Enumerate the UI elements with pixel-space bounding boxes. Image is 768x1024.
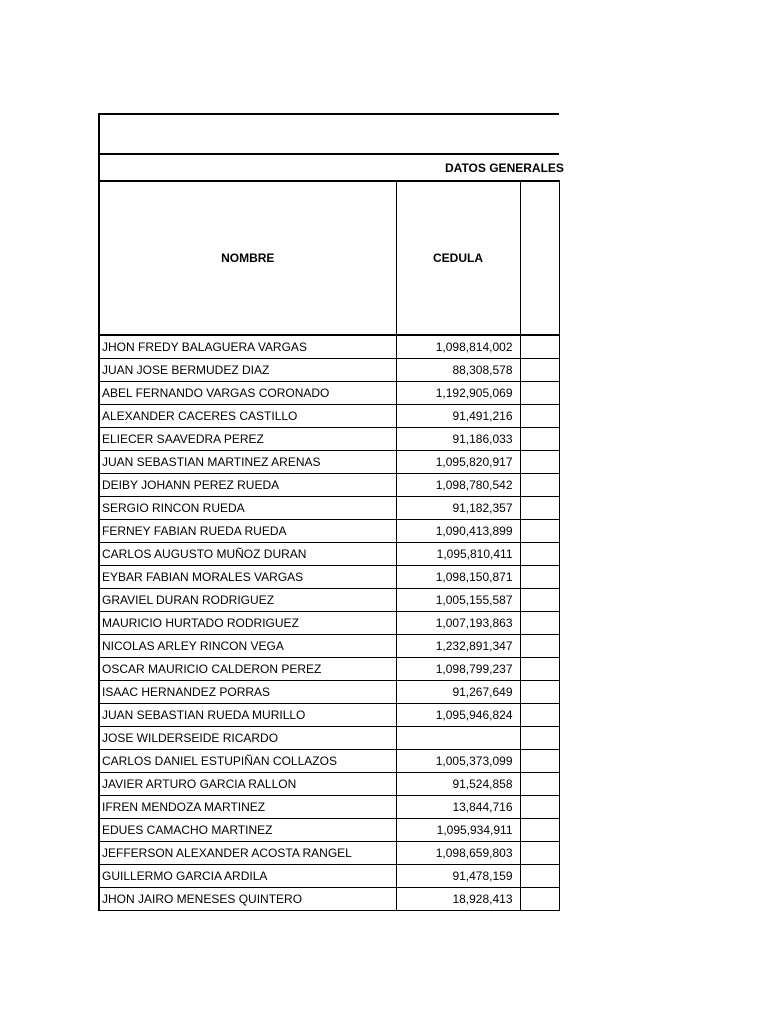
title-cell [99,114,559,154]
title-row [99,114,559,154]
table-row [99,566,559,589]
header-row [99,181,559,335]
table-row [99,681,559,704]
cell-cut-off [520,589,559,612]
cell-cedula: 1,232,891,347 [396,635,520,658]
cell-cedula: 1,192,905,069 [396,382,520,405]
cell-cedula: 1,098,780,542 [396,474,520,497]
header-nombre: NOMBRE [99,181,396,335]
cell-cut-off [520,405,559,428]
cell-cut-off [520,566,559,589]
cell-cedula: 91,182,357 [396,497,520,520]
cell-cedula: 18,928,413 [396,888,520,911]
cell-nombre: DEIBY JOHANN PEREZ RUEDA [99,474,396,497]
table-row [99,635,559,658]
cell-cut-off [520,612,559,635]
cell-nombre: ABEL FERNANDO VARGAS CORONADO [99,382,396,405]
table-row [99,773,559,796]
header-cedula: CEDULA [396,181,520,335]
cell-cut-off [520,543,559,566]
cell-nombre: EYBAR FABIAN MORALES VARGAS [99,566,396,589]
table-row [99,543,559,566]
cell-cedula: 1,095,820,917 [396,451,520,474]
cell-cut-off [520,382,559,405]
table-row [99,796,559,819]
cell-cedula: 1,005,155,587 [396,589,520,612]
cell-nombre: JUAN SEBASTIAN MARTINEZ ARENAS [99,451,396,474]
table-row [99,428,559,451]
cell-cut-off [520,704,559,727]
cell-nombre: OSCAR MAURICIO CALDERON PEREZ [99,658,396,681]
cell-nombre: JUAN SEBASTIAN RUEDA MURILLO [99,704,396,727]
table-row [99,359,559,382]
cell-cut-off [520,451,559,474]
cell-cut-off [520,335,559,359]
cell-cedula: 1,005,373,099 [396,750,520,773]
cell-cedula: 91,186,033 [396,428,520,451]
cell-cut-off [520,796,559,819]
cell-cut-off [520,497,559,520]
cell-nombre: JAVIER ARTURO GARCIA RALLON [99,773,396,796]
spreadsheet-crop [98,113,564,911]
cell-cedula [396,727,520,750]
cell-nombre: MAURICIO HURTADO RODRIGUEZ [99,612,396,635]
cell-nombre: FERNEY FABIAN RUEDA RUEDA [99,520,396,543]
cell-nombre: GUILLERMO GARCIA ARDILA [99,865,396,888]
table-row [99,451,559,474]
cell-nombre: JUAN JOSE BERMUDEZ DIAZ [99,359,396,382]
cell-nombre: JEFFERSON ALEXANDER ACOSTA RANGEL [99,842,396,865]
table-row [99,819,559,842]
table-row [99,520,559,543]
cell-nombre: NICOLAS ARLEY RINCON VEGA [99,635,396,658]
table-row [99,750,559,773]
cell-cedula: 1,095,934,911 [396,819,520,842]
cell-cut-off [520,819,559,842]
table-row [99,382,559,405]
cell-nombre: ELIECER SAAVEDRA PEREZ [99,428,396,451]
cell-nombre: SERGIO RINCON RUEDA [99,497,396,520]
table-row [99,888,559,911]
cell-cedula: 1,095,946,824 [396,704,520,727]
table-row [99,704,559,727]
cell-cedula: 1,095,810,411 [396,543,520,566]
cell-nombre: ALEXANDER CACERES CASTILLO [99,405,396,428]
table-row [99,474,559,497]
table-row [99,658,559,681]
cell-cedula: 1,090,413,899 [396,520,520,543]
section-title: DATOS GENERALES [445,160,564,175]
cell-cedula: 1,098,659,803 [396,842,520,865]
table-row [99,335,559,359]
table-row [99,727,559,750]
cell-cedula: 91,478,159 [396,865,520,888]
cell-cedula: 91,267,649 [396,681,520,704]
table-row [99,842,559,865]
cell-nombre: IFREN MENDOZA MARTINEZ [99,796,396,819]
table-row [99,589,559,612]
cell-cedula: 91,524,858 [396,773,520,796]
cell-cut-off [520,520,559,543]
cell-cut-off [520,681,559,704]
table-row [99,865,559,888]
cell-cut-off [520,727,559,750]
cell-cut-off [520,865,559,888]
cell-cedula: 1,098,814,002 [396,335,520,359]
table-row [99,497,559,520]
cell-cut-off [520,658,559,681]
cell-cedula: 91,491,216 [396,405,520,428]
table-row [99,612,559,635]
cell-cedula: 1,007,193,863 [396,612,520,635]
cell-cut-off [520,428,559,451]
section-row [99,154,559,181]
section-title-cell [99,154,564,181]
cell-nombre: ISAAC HERNANDEZ PORRAS [99,681,396,704]
cell-cedula: 88,308,578 [396,359,520,382]
header-cut-off [520,181,559,335]
cell-cut-off [520,773,559,796]
cell-cut-off [520,842,559,865]
cell-cut-off [520,750,559,773]
cell-cut-off [520,359,559,382]
cell-nombre: JHON JAIRO MENESES QUINTERO [99,888,396,911]
cell-nombre: CARLOS AUGUSTO MUÑOZ DURAN [99,543,396,566]
cell-cedula: 1,098,799,237 [396,658,520,681]
cell-nombre: EDUES CAMACHO MARTINEZ [99,819,396,842]
cell-cedula: 1,098,150,871 [396,566,520,589]
cell-cedula: 13,844,716 [396,796,520,819]
cell-nombre: CARLOS DANIEL ESTUPIÑAN COLLAZOS [99,750,396,773]
personnel-table [98,113,564,911]
table-row [99,405,559,428]
cell-cut-off [520,474,559,497]
cell-nombre: JHON FREDY BALAGUERA VARGAS [99,335,396,359]
cell-nombre: JOSE WILDERSEIDE RICARDO [99,727,396,750]
cell-nombre: GRAVIEL DURAN RODRIGUEZ [99,589,396,612]
cell-cut-off [520,888,559,911]
cell-cut-off [520,635,559,658]
